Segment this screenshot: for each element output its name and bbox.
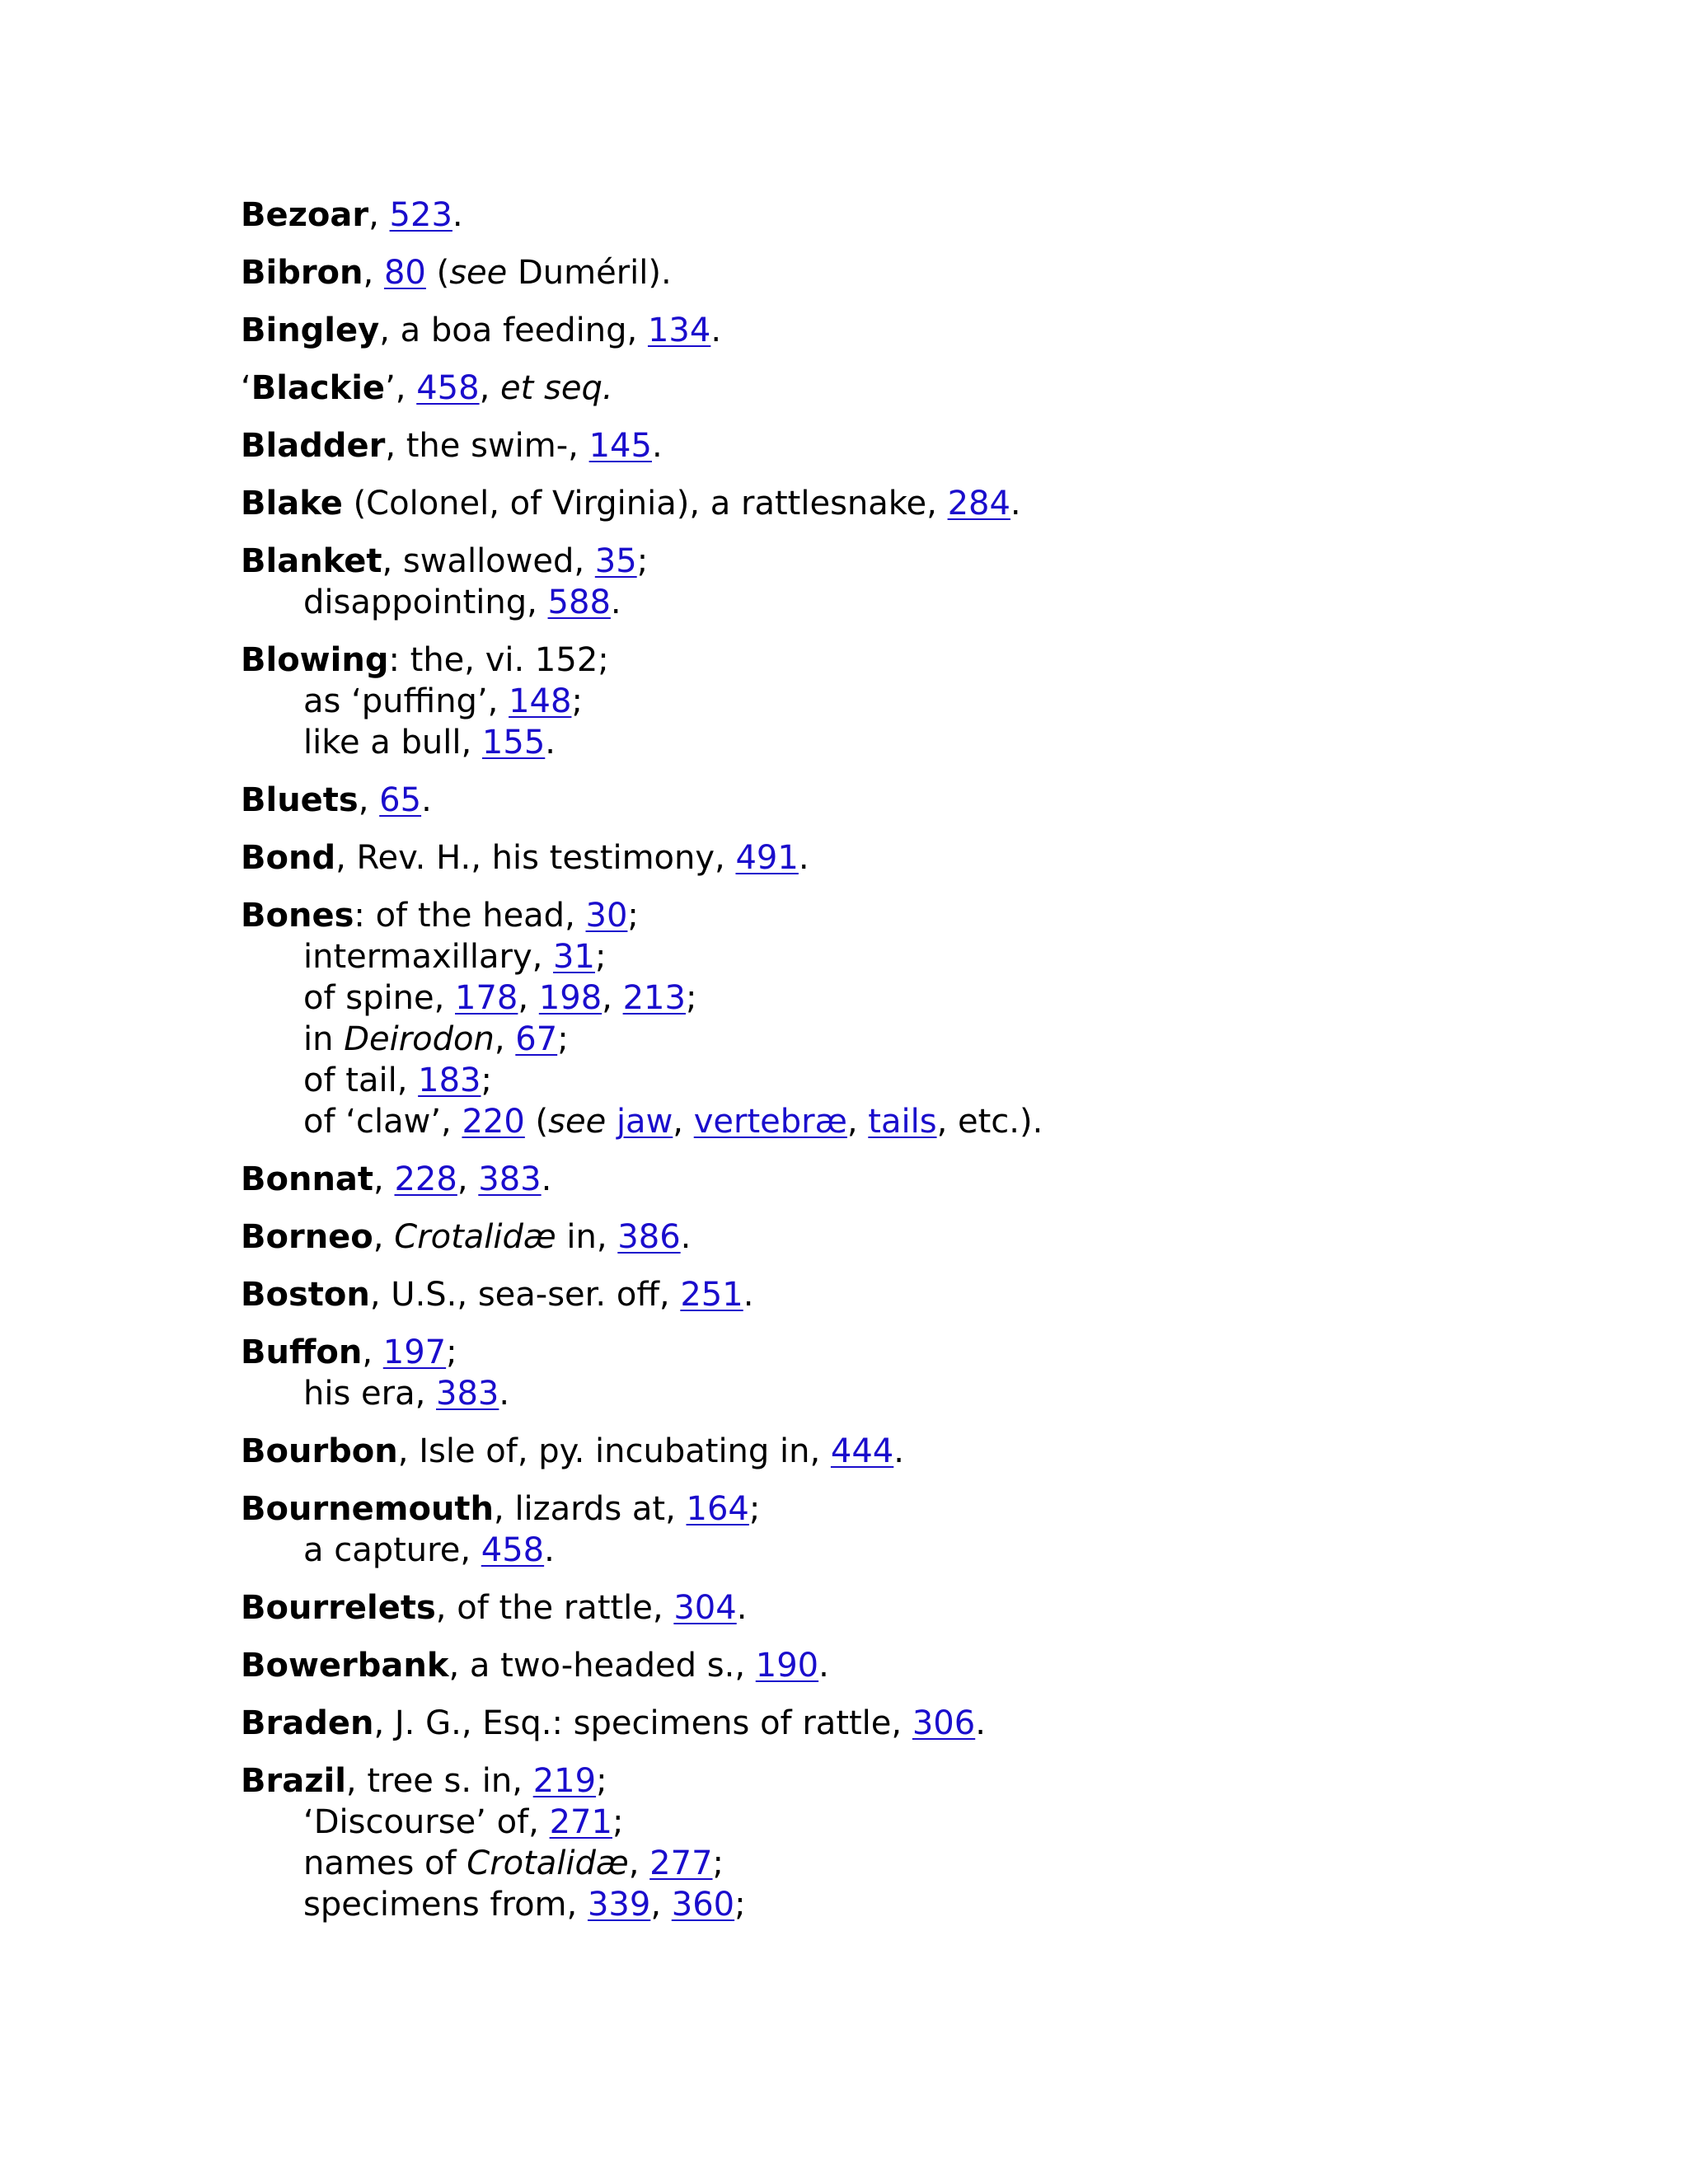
- page-link-277[interactable]: 277: [649, 1844, 713, 1882]
- entry-line: [241, 368, 1559, 409]
- index-entry-bourrelets: [241, 1587, 1559, 1629]
- entry-line: [241, 837, 1559, 879]
- entry-text: ,: [494, 1020, 516, 1058]
- page-link-383[interactable]: 383: [436, 1375, 499, 1413]
- entry-text: ,: [673, 1103, 694, 1141]
- entry-text: , J. G., Esq.: specimens of rattle,: [373, 1704, 912, 1742]
- italic-text: Crotalidæ: [467, 1844, 629, 1882]
- entry-text: , lizards at,: [494, 1490, 687, 1528]
- index-entry-bluets: [241, 780, 1559, 821]
- italic-text: see: [449, 254, 508, 292]
- page-link-164[interactable]: 164: [686, 1490, 749, 1528]
- page-link-220[interactable]: 220: [462, 1103, 525, 1141]
- entry-text: a capture,: [303, 1531, 481, 1569]
- entry-text: like a bull,: [303, 724, 482, 762]
- index-entry-blake: [241, 483, 1559, 524]
- page-link-386[interactable]: 386: [617, 1218, 681, 1256]
- entry-text: [606, 1103, 617, 1141]
- entry-text: .: [893, 1432, 904, 1470]
- entry-heading: Boston: [241, 1276, 370, 1314]
- entry-text: ‘: [241, 369, 251, 407]
- sub-entry: [241, 1101, 1559, 1142]
- entry-text: .: [545, 724, 556, 762]
- page-link-458[interactable]: 458: [481, 1531, 545, 1569]
- entry-text: .: [499, 1375, 510, 1413]
- entry-heading: Blanket: [241, 542, 382, 580]
- sub-entry: [241, 1884, 1559, 1925]
- page-link-228[interactable]: 228: [394, 1160, 457, 1198]
- page-link-65[interactable]: 65: [379, 781, 422, 819]
- sub-entry: [241, 582, 1559, 623]
- entry-text: of tail,: [303, 1062, 419, 1099]
- entry-text: ;: [612, 1803, 624, 1841]
- entry-text: , tree s. in,: [345, 1762, 533, 1800]
- entry-heading: Bibron: [241, 254, 363, 292]
- entry-text: ;: [557, 1020, 569, 1058]
- page-link-198[interactable]: 198: [538, 979, 603, 1017]
- index-entry-bourbon: [241, 1431, 1559, 1472]
- entry-line: [241, 1332, 1559, 1373]
- index-entry-bonnat: [241, 1159, 1559, 1200]
- page-link-271[interactable]: 271: [549, 1803, 612, 1841]
- entry-line: [241, 1488, 1559, 1530]
- page-link-30[interactable]: 30: [585, 897, 628, 935]
- entry-line: [241, 1216, 1559, 1258]
- entry-heading: Blowing: [241, 641, 389, 679]
- entry-heading: Brazil: [241, 1762, 346, 1800]
- page-link-jaw[interactable]: jaw: [616, 1103, 673, 1141]
- entry-text: in: [303, 1020, 345, 1058]
- entry-text: .: [710, 312, 722, 349]
- entry-line: [241, 252, 1559, 293]
- entry-line: [241, 541, 1559, 582]
- entry-text: , U.S., sea-ser. off,: [369, 1276, 681, 1314]
- entry-heading: Bluets: [241, 781, 359, 819]
- entry-text: ;: [712, 1844, 724, 1882]
- page-link-383[interactable]: 383: [478, 1160, 542, 1198]
- index-entry-braden: [241, 1703, 1559, 1744]
- entry-heading: Buffon: [241, 1333, 363, 1371]
- page-link-213[interactable]: 213: [622, 979, 686, 1017]
- entry-text: of ‘claw’,: [303, 1103, 462, 1141]
- entry-heading: Bourbon: [241, 1432, 398, 1470]
- entry-text: ,: [650, 1886, 672, 1924]
- entry-text: .: [798, 839, 809, 877]
- sub-entry: [241, 936, 1559, 977]
- sub-entry: [241, 1802, 1559, 1843]
- entry-heading: Bonnat: [241, 1160, 374, 1198]
- entry-text: ,: [373, 1218, 395, 1256]
- entry-text: ;: [685, 979, 697, 1017]
- entry-line: [241, 780, 1559, 821]
- entry-text: , etc.).: [936, 1103, 1043, 1141]
- entry-heading: Bingley: [241, 312, 380, 349]
- entry-text: ,: [846, 1103, 869, 1141]
- index-entry-blackie: [241, 368, 1559, 409]
- page-link-134[interactable]: 134: [647, 312, 711, 349]
- index-entry-brazil: [241, 1760, 1559, 1925]
- page-link-304[interactable]: 304: [673, 1589, 737, 1627]
- entry-text: intermaxillary,: [303, 938, 554, 976]
- page-link-178[interactable]: 178: [455, 979, 518, 1017]
- index-entry-bond: [241, 837, 1559, 879]
- entry-text: ,: [358, 781, 380, 819]
- page-link-155[interactable]: 155: [481, 724, 546, 762]
- page-link-491[interactable]: 491: [735, 839, 799, 877]
- entry-text: , of the rattle,: [435, 1589, 674, 1627]
- entry-text: ;: [627, 897, 639, 935]
- sub-entry: [241, 722, 1559, 763]
- index-entry-borneo: [241, 1216, 1559, 1258]
- sub-entry: [241, 1019, 1559, 1060]
- entry-text: ;: [481, 1062, 492, 1099]
- entry-text: ‘Discourse’ of,: [303, 1803, 550, 1841]
- page-link-251[interactable]: 251: [680, 1276, 743, 1314]
- entry-text: .: [421, 781, 432, 819]
- entry-text: ,: [373, 1160, 395, 1198]
- entry-text: ,: [457, 1160, 479, 1198]
- index-entry-bingley: [241, 310, 1559, 351]
- page-link-360[interactable]: 360: [671, 1886, 735, 1924]
- page-link-67[interactable]: 67: [515, 1020, 558, 1058]
- entry-text: disappointing,: [303, 583, 548, 621]
- sub-entry: [241, 977, 1559, 1019]
- page-link-190[interactable]: 190: [755, 1647, 819, 1685]
- page-link-197[interactable]: 197: [382, 1333, 447, 1371]
- entry-text: (Colonel, of Virginia), a rattlesnake,: [342, 485, 948, 523]
- entry-line: [241, 194, 1559, 236]
- entry-line: [241, 1431, 1559, 1472]
- page-link-145[interactable]: 145: [588, 427, 652, 465]
- page-link-183[interactable]: 183: [418, 1062, 481, 1099]
- entry-heading: Bourrelets: [241, 1589, 436, 1627]
- page-link-vertebr[interactable]: vertebræ: [693, 1103, 847, 1141]
- entry-line: [241, 1159, 1559, 1200]
- entry-text: .: [610, 583, 621, 621]
- index-entry-boston: [241, 1274, 1559, 1315]
- page-link-148[interactable]: 148: [509, 682, 572, 720]
- entry-heading: Blake: [241, 485, 343, 523]
- index-entry-bezoar: [241, 194, 1559, 236]
- page-link-588[interactable]: 588: [547, 583, 611, 621]
- entry-line: [241, 895, 1559, 936]
- entry-text: : of the head,: [354, 897, 586, 935]
- page-link-219[interactable]: 219: [532, 1762, 597, 1800]
- entry-text: .: [544, 1531, 555, 1569]
- sub-entry: [241, 1530, 1559, 1571]
- page-link-523[interactable]: 523: [389, 196, 452, 234]
- entry-line: [241, 1645, 1559, 1686]
- index-list: [241, 194, 1559, 1942]
- entry-text: .: [680, 1218, 692, 1256]
- entry-line: [241, 1274, 1559, 1315]
- entry-text: .: [736, 1589, 748, 1627]
- index-entry-blowing: [241, 640, 1559, 763]
- index-entry-buffon: [241, 1332, 1559, 1414]
- entry-text: ;: [734, 1886, 746, 1924]
- entry-heading: Bladder: [241, 427, 386, 465]
- entry-text: ,: [363, 254, 384, 292]
- entry-heading: Braden: [241, 1704, 374, 1742]
- index-entry-bowerbank: [241, 1645, 1559, 1686]
- entry-heading: Bond: [241, 839, 336, 877]
- italic-text: et seq.: [500, 369, 613, 407]
- page-link-35[interactable]: 35: [594, 542, 637, 580]
- entry-text: , a boa feeding,: [379, 312, 648, 349]
- entry-text: ;: [594, 938, 607, 976]
- entry-text: ’,: [385, 369, 417, 407]
- entry-heading: Bournemouth: [241, 1490, 495, 1528]
- entry-text: Duméril).: [507, 254, 672, 292]
- entry-text: , the swim-,: [385, 427, 589, 465]
- page-link-339[interactable]: 339: [587, 1886, 651, 1924]
- page-link-458[interactable]: 458: [416, 369, 480, 407]
- entry-heading: Bowerbank: [241, 1647, 449, 1685]
- entry-text: , a two-headed s.,: [448, 1647, 756, 1685]
- entry-text: .: [818, 1647, 829, 1685]
- entry-text: ,: [368, 196, 390, 234]
- entry-line: [241, 425, 1559, 466]
- entry-text: as ‘puffing’,: [303, 682, 509, 720]
- index-entry-bladder: [241, 425, 1559, 466]
- entry-text: ;: [636, 542, 649, 580]
- entry-heading: Bezoar: [241, 196, 369, 234]
- index-entry-blanket: [241, 541, 1559, 623]
- entry-text: , swallowed,: [382, 542, 595, 580]
- index-entry-bournemouth: [241, 1488, 1559, 1571]
- entry-line: [241, 1703, 1559, 1744]
- entry-text: ;: [596, 1762, 607, 1800]
- entry-text: .: [975, 1704, 986, 1742]
- page-link-284[interactable]: 284: [947, 485, 1010, 523]
- entry-text: of spine,: [303, 979, 456, 1017]
- entry-text: , Isle of, py. incubating in,: [397, 1432, 831, 1470]
- entry-text: in,: [556, 1218, 618, 1256]
- page-link-444[interactable]: 444: [830, 1432, 894, 1470]
- italic-text: Deirodon: [344, 1020, 495, 1058]
- entry-text: names of: [303, 1844, 467, 1882]
- sub-entry: [241, 1843, 1559, 1884]
- entry-heading: Blackie: [251, 369, 386, 407]
- entry-text: ,: [602, 979, 623, 1017]
- entry-text: .: [452, 196, 463, 234]
- sub-entry: [241, 681, 1559, 722]
- entry-text: ,: [362, 1333, 383, 1371]
- entry-heading: Borneo: [241, 1218, 373, 1256]
- page-link-31[interactable]: 31: [553, 938, 595, 976]
- entry-line: [241, 310, 1559, 351]
- entry-text: ;: [571, 682, 583, 720]
- entry-text: ;: [446, 1333, 457, 1371]
- index-entry-bibron: [241, 252, 1559, 293]
- entry-text: , Rev. H., his testimony,: [335, 839, 736, 877]
- entry-text: his era,: [303, 1375, 437, 1413]
- entry-text: .: [743, 1276, 754, 1314]
- entry-line: [241, 1760, 1559, 1802]
- sub-entry: [241, 1373, 1559, 1414]
- entry-text: .: [1010, 485, 1021, 523]
- entry-text: (: [524, 1103, 549, 1141]
- index-entry-bones: [241, 895, 1559, 1142]
- entry-text: (: [425, 254, 450, 292]
- page-link-306[interactable]: 306: [912, 1704, 976, 1742]
- page-link-tails[interactable]: tails: [868, 1103, 937, 1141]
- entry-text: : the, vi. 152;: [388, 641, 609, 679]
- entry-text: ,: [518, 979, 539, 1017]
- entry-text: ,: [479, 369, 501, 407]
- entry-line: [241, 640, 1559, 681]
- page-link-80[interactable]: 80: [383, 254, 426, 292]
- entry-text: .: [541, 1160, 552, 1198]
- entry-line: [241, 483, 1559, 524]
- italic-text: Crotalidæ: [394, 1218, 556, 1256]
- entry-text: specimens from,: [303, 1886, 588, 1924]
- entry-text: ,: [628, 1844, 650, 1882]
- entry-line: [241, 1587, 1559, 1629]
- italic-text: see: [548, 1103, 607, 1141]
- entry-text: ;: [748, 1490, 761, 1528]
- sub-entry: [241, 1060, 1559, 1101]
- entry-text: .: [651, 427, 663, 465]
- entry-heading: Bones: [241, 897, 354, 935]
